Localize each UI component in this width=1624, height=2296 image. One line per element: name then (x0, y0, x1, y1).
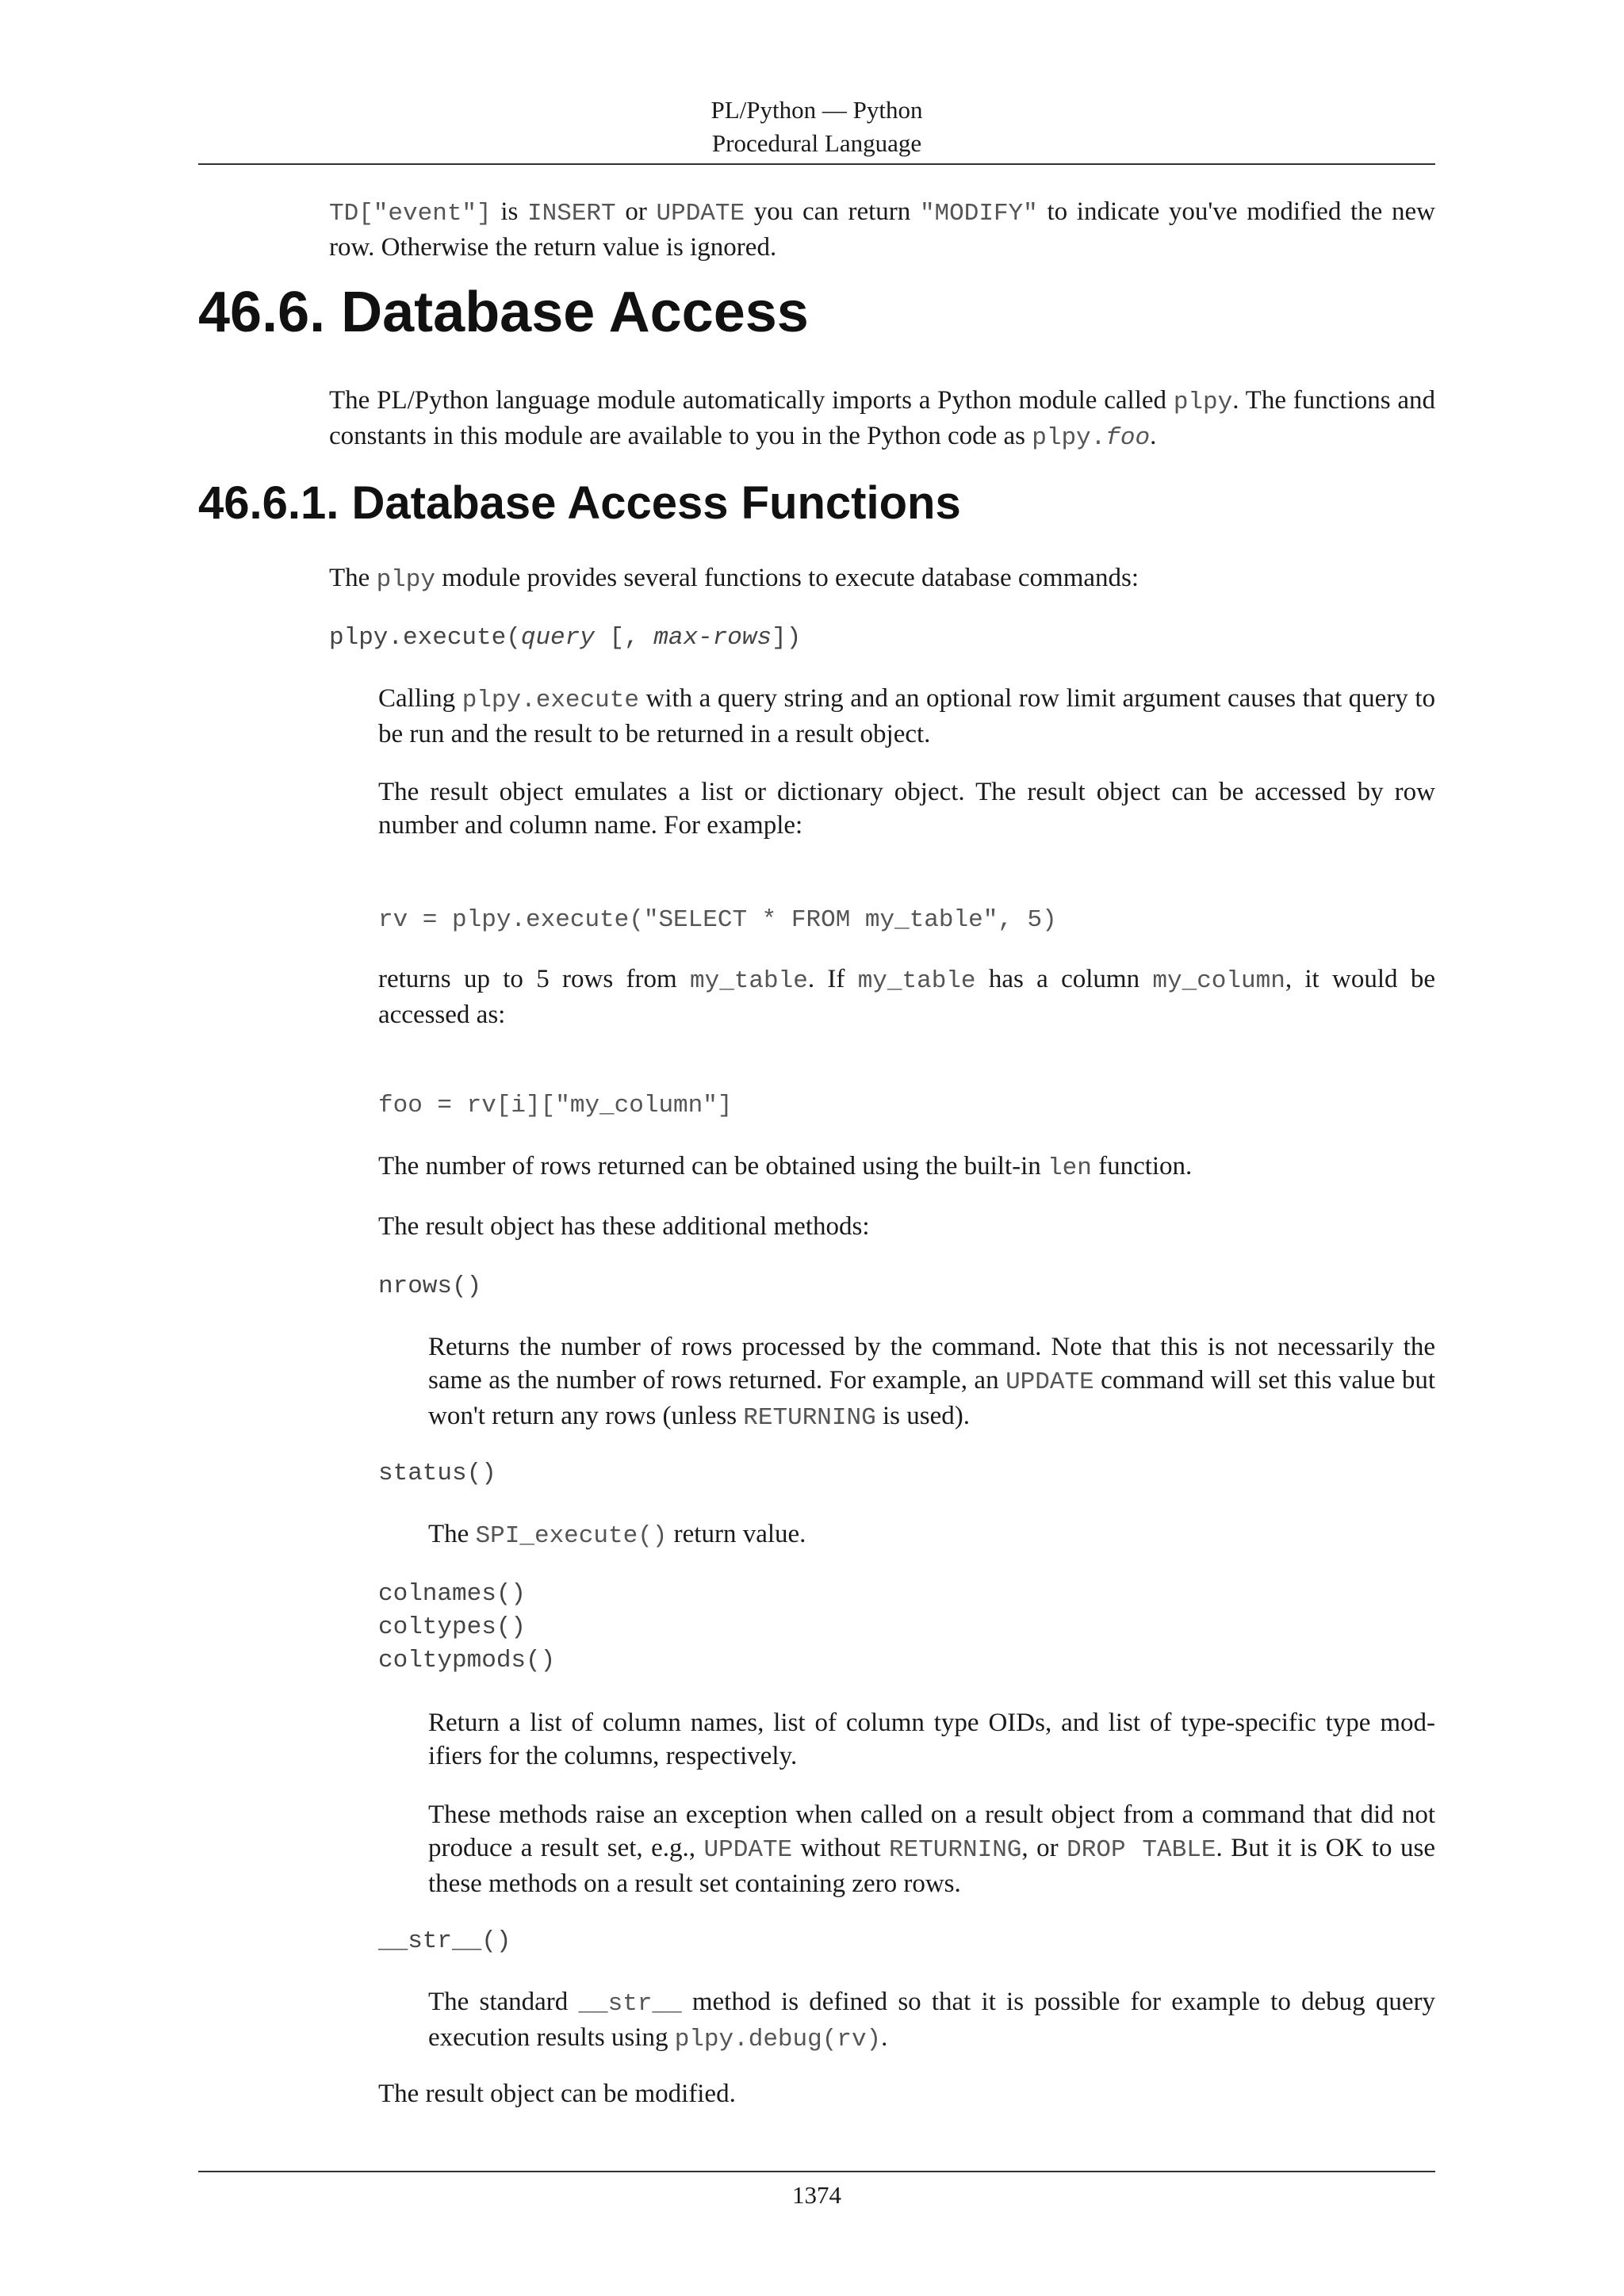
paragraph-result-modified: The result object can be modified. (378, 2080, 736, 2108)
paragraph-status-description: The SPI_execute() return value. (428, 1520, 806, 1550)
paragraph-raise-exception: These methods raise an exception when called on a result object from a command that did not produce a result set, e.g., UPDATE without RETURNING, or DROP TABLE. But it is OK to use these methods on a result set containing zero rows. (428, 1800, 1435, 1898)
code-str: __str__ (578, 1990, 682, 2018)
method-status: status() (378, 1460, 496, 1487)
code-plpy-prefix: plpy. (1032, 424, 1106, 452)
method-nrows: nrows() (378, 1272, 482, 1300)
code-update: UPDATE (656, 200, 745, 228)
paragraph-additional-methods: The result object has these additional methods: (378, 1212, 870, 1241)
code-plpy: plpy (1173, 388, 1233, 416)
paragraph-plpy-module: The PL/Python language module automatically imports a Python module called plpy. The functions and constants in this module are available to you in the Python code as plpy.foo. (329, 386, 1436, 452)
code-plpy: plpy (376, 566, 435, 594)
page-number: 1374 (792, 2181, 841, 2209)
subsection-heading-database-access-functions: 46.6.1. Database Access Functions (198, 477, 961, 529)
code-example-foo: foo = rv[i]["my_column"] (378, 1092, 733, 1119)
running-header (198, 94, 1435, 160)
paragraph-calling-execute: Calling plpy.execute with a query string and an optional row limit argument causes that query to be run and the result to be returned in a result object. (378, 684, 1435, 748)
code-plpy-debug: plpy.debug(rv) (674, 2026, 882, 2053)
paragraph-result-emulates: The result object emulates a list or dictionary object. The result object can be accessed by row number and column name. For example: (378, 778, 1435, 840)
paragraph-colnames-description: Return a list of column names, list of column type OIDs, and list of type-specific type mod-ifiers for the columns, respectively. (428, 1709, 1435, 1770)
method-coltypes: coltypes() (378, 1613, 527, 1641)
signature-plpy-execute: plpy.execute(query [, max-rows]) (329, 624, 802, 652)
code-len: len (1048, 1154, 1092, 1182)
code-td-event: TD["event"] (329, 200, 492, 228)
header-line-1: PL/Python — Python (710, 96, 923, 124)
code-update: UPDATE (703, 1836, 793, 1864)
code-modify: "MODIFY" (919, 200, 1038, 228)
paragraph-str-description: The standard __str__ method is defined so that it is possible for example to debug query execution results using plpy.debug(rv). (428, 1988, 1435, 2053)
code-returning: RETURNING (743, 1404, 876, 1432)
header-rule (198, 163, 1435, 165)
code-update: UPDATE (1005, 1368, 1094, 1396)
method-coltypmods: coltypmods() (378, 1647, 556, 1674)
code-foo: foo (1105, 424, 1151, 452)
code-example-rv: rv = plpy.execute("SELECT * FROM my_table", 5) (378, 906, 1057, 934)
footer-rule (198, 2171, 1435, 2172)
code-returning: RETURNING (888, 1836, 1022, 1864)
method-str: __str__() (378, 1927, 511, 1955)
paragraph-functions-intro: The plpy module provides several functions to execute database commands: (329, 564, 1139, 594)
method-colnames: colnames() (378, 1580, 527, 1608)
paragraph-len: The number of rows returned can be obtained using the built-in len function. (378, 1152, 1193, 1182)
header-line-2: Procedural Language (711, 129, 922, 157)
code-my-table: my_table (690, 967, 808, 995)
paragraph-trigger-return: TD["event"] is INSERT or UPDATE you can return "MODIFY" to indicate you've modified the new row. Otherwise the return value is ignored. (329, 197, 1435, 262)
code-plpy-execute: plpy.execute (462, 687, 639, 714)
paragraph-nrows-description: Returns the number of rows processed by the command. Note that this is not necessarily the same as the number of rows returned. For example, an UPDATE command will set this value but won't return any rows (unless RETURNING is used). (428, 1333, 1435, 1432)
code-spi-execute: SPI_execute() (475, 1522, 668, 1550)
code-my-column: my_column (1152, 967, 1285, 995)
section-heading-database-access: 46.6. Database Access (198, 281, 809, 344)
code-drop-table: DROP TABLE (1067, 1836, 1216, 1864)
code-my-table: my_table (857, 967, 976, 995)
paragraph-returns-rows: returns up to 5 rows from my_table. If my_table has a column my_column, it would be accessed as: (378, 965, 1435, 1029)
code-insert: INSERT (527, 200, 616, 228)
